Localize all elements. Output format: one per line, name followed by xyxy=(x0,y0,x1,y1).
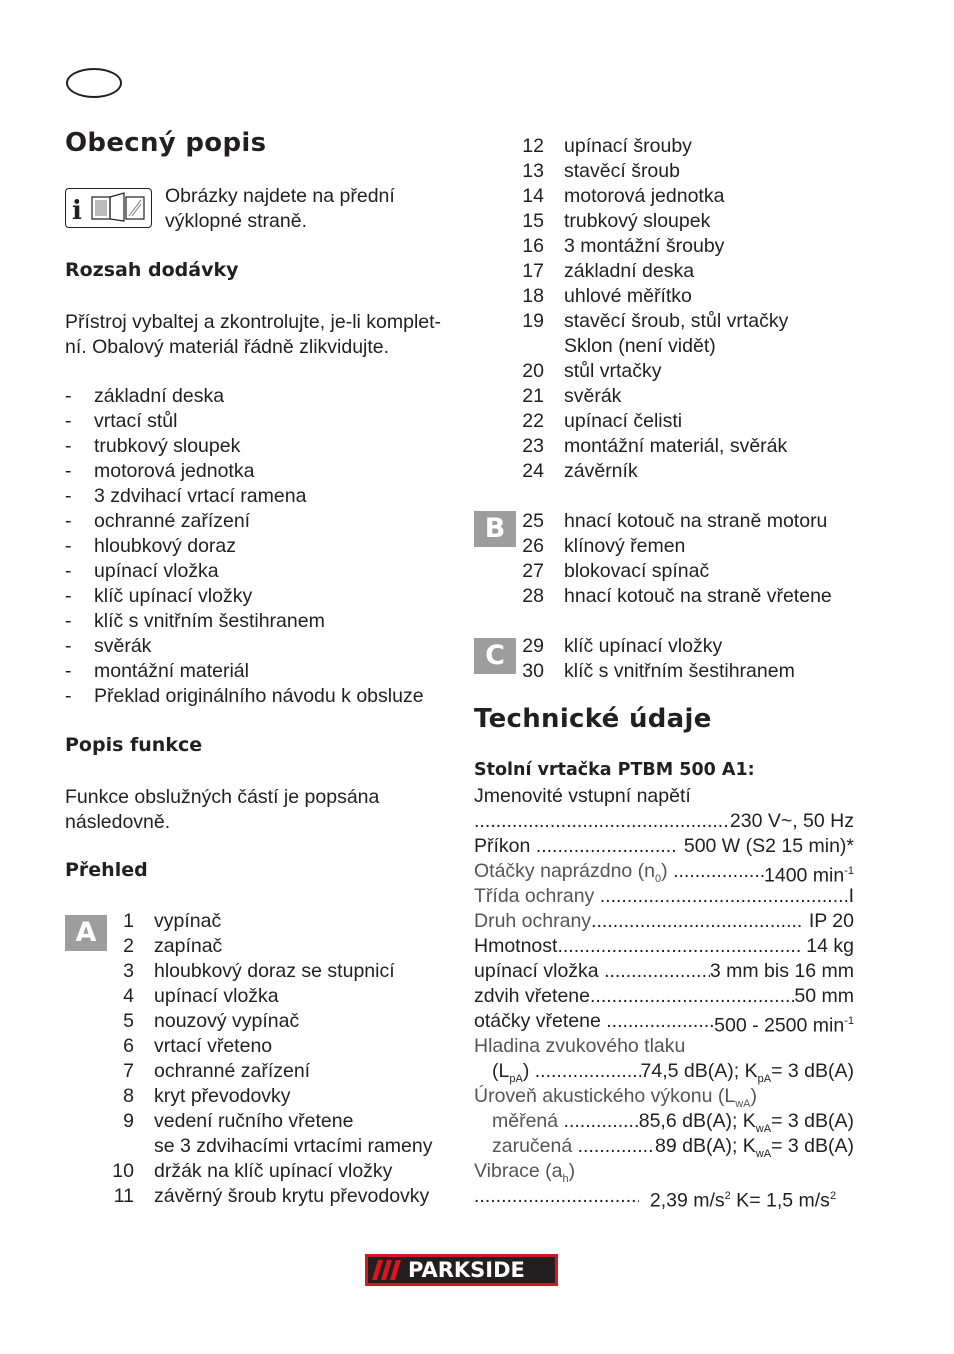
spec-protection-type-row: Druh ochrany ..... IP 20 xyxy=(474,909,854,934)
list-item xyxy=(515,359,788,384)
list-item xyxy=(515,584,832,609)
parkside-logo xyxy=(365,1254,558,1286)
item-text: 3 montážní šrouby xyxy=(564,235,725,257)
list-item xyxy=(65,509,424,534)
item-text: stavěcí šroub xyxy=(564,160,680,182)
item-text: klíč upínací vložky xyxy=(564,635,723,657)
list-item xyxy=(515,334,788,359)
list-item xyxy=(515,384,788,409)
figure-badge-a: A xyxy=(65,915,107,951)
item-number: 29 xyxy=(522,635,544,657)
spec-idle-speed-row: Otáčky naprázdno $(n_0)$ ..... 1400 $\min^{-1}$ xyxy=(474,859,854,884)
list-item xyxy=(65,459,424,484)
overview-list-continued xyxy=(515,134,788,484)
item-number: 24 xyxy=(522,460,544,482)
tech-specs xyxy=(474,784,854,1212)
list-item xyxy=(105,1109,433,1134)
list-item xyxy=(105,1084,433,1109)
item-number: 22 xyxy=(522,410,544,432)
list-item xyxy=(65,684,424,709)
bullet-dash: - xyxy=(65,585,72,607)
list-item-text: hloubkový doraz xyxy=(94,535,237,557)
list-item xyxy=(515,509,832,534)
item-text: klíč s vnitřním šestihranem xyxy=(564,660,795,682)
item-number: 11 xyxy=(113,1185,134,1207)
figure-badge-c: C xyxy=(474,638,516,674)
list-item-text: 3 zdvihací vrtací ramena xyxy=(94,485,307,507)
list-item xyxy=(515,559,832,584)
item-number: 3 xyxy=(123,960,134,982)
spec-power-level-label: Úroveň akustického výkonu $(L_{wA})$ xyxy=(474,1085,757,1110)
figure-badge-b: B xyxy=(474,511,516,547)
logo-slashes-icon xyxy=(372,1257,408,1283)
item-number: 13 xyxy=(522,160,544,182)
item-text: svěrák xyxy=(564,385,622,407)
item-text: hloubkový doraz se stupnicí xyxy=(154,960,395,982)
list-item xyxy=(105,1134,433,1159)
bullet-dash: - xyxy=(65,510,72,532)
list-item xyxy=(105,1159,433,1184)
item-text: hnací kotouč na straně vřetene xyxy=(564,585,832,607)
list-item xyxy=(105,1184,433,1209)
item-text: se 3 zdvihacími vrtacími rameny xyxy=(154,1135,433,1157)
item-text: závěrník xyxy=(564,460,638,482)
item-number: 5 xyxy=(123,1010,134,1032)
item-number: 28 xyxy=(522,585,544,607)
item-number: 6 xyxy=(123,1035,134,1057)
list-item-text: ochranné zařízení xyxy=(94,510,251,532)
item-number: 30 xyxy=(522,660,544,682)
list-item xyxy=(105,959,433,984)
item-text: klínový řemen xyxy=(564,535,686,557)
list-item-text: montážní materiál xyxy=(94,660,249,682)
item-number: 9 xyxy=(123,1110,134,1132)
list-item-text: vrtací stůl xyxy=(94,410,178,432)
item-text: zapínač xyxy=(154,935,223,957)
heading-delivery: Rozsah dodávky xyxy=(65,259,239,281)
list-item xyxy=(105,909,433,934)
item-number: 25 xyxy=(522,510,544,532)
item-number: 14 xyxy=(522,185,544,207)
list-item-text: Překlad originálního návodu k obsluze xyxy=(94,685,424,707)
list-item xyxy=(515,634,795,659)
bullet-dash: - xyxy=(65,460,72,482)
item-number: 7 xyxy=(123,1060,134,1082)
spec-chuck-row: upínací vložka ..... 3 mm bis 16 mm xyxy=(474,959,854,984)
list-item xyxy=(65,559,424,584)
bullet-dash: - xyxy=(65,385,72,407)
item-number: 12 xyxy=(522,135,544,157)
item-number: 2 xyxy=(123,935,134,957)
section-title-general: Obecný popis xyxy=(65,128,267,158)
spec-protection-class-row: Třída ochrany ..... I xyxy=(474,884,854,909)
figure-c-list xyxy=(515,634,795,684)
language-indicator xyxy=(66,68,122,98)
list-item xyxy=(515,309,788,334)
info-icon xyxy=(65,188,152,228)
spec-spindle-speed-row: otáčky vřetene ..... 500 - 2500 $\min^{-1}$ xyxy=(474,1009,854,1034)
bullet-dash: - xyxy=(65,635,72,657)
item-text: základní deska xyxy=(564,260,695,282)
list-item xyxy=(515,159,788,184)
list-item xyxy=(65,409,424,434)
spec-pressure-label: Hladina zvukového tlaku xyxy=(474,1035,686,1057)
list-item xyxy=(65,484,424,509)
item-number: 17 xyxy=(522,260,544,282)
bullet-dash: - xyxy=(65,560,72,582)
item-number: 21 xyxy=(522,385,544,407)
list-item xyxy=(515,409,788,434)
spec-stroke-row: zdvih vřetene ..... 50 mm xyxy=(474,984,854,1009)
bullet-dash: - xyxy=(65,485,72,507)
item-number: 19 xyxy=(522,310,544,332)
spec-voltage-label: Jmenovité vstupní napětí xyxy=(474,785,691,807)
list-item xyxy=(515,234,788,259)
item-text: montážní materiál, svěrák xyxy=(564,435,788,457)
spec-vibration-label: Vibrace $(a_h)$ xyxy=(474,1160,576,1185)
list-item xyxy=(105,1059,433,1084)
list-item xyxy=(515,134,788,159)
list-item xyxy=(515,659,795,684)
spec-vibration-row: ..... 2,39 $m/s^2$ K= 1,5 $m/s^2$ xyxy=(474,1184,854,1209)
spec-voltage-value: 230 V~, 50 Hz xyxy=(729,810,854,832)
logo-text: PARKSIDE xyxy=(408,1258,525,1282)
list-item xyxy=(105,1034,433,1059)
item-text: trubkový sloupek xyxy=(564,210,711,232)
list-item xyxy=(65,609,424,634)
item-number: 20 xyxy=(522,360,544,382)
item-text: Sklon (není vidět) xyxy=(564,335,716,357)
svg-text:i: i xyxy=(72,196,82,226)
item-number: 1 xyxy=(123,910,134,932)
item-number: 15 xyxy=(522,210,544,232)
item-text: vrtací vřeteno xyxy=(154,1035,273,1057)
list-item-text: základní deska xyxy=(94,385,225,407)
item-text: kryt převodovky xyxy=(154,1085,291,1107)
item-number: 8 xyxy=(123,1085,134,1107)
list-item xyxy=(65,659,424,684)
overview-list xyxy=(105,909,433,1209)
heading-function: Popis funkce xyxy=(65,734,203,756)
delivery-list xyxy=(65,384,424,709)
bullet-dash: - xyxy=(65,610,72,632)
heading-overview: Přehled xyxy=(65,859,148,881)
item-text: upínací šrouby xyxy=(564,135,692,157)
spec-guaranteed-row: zaručená ..... 89 dB(A); $K_{wA}= 3$ dB(A) xyxy=(474,1134,854,1159)
item-text: vypínač xyxy=(154,910,222,932)
figure-b-list xyxy=(515,509,832,609)
item-text: držák na klíč upínací vložky xyxy=(154,1160,393,1182)
item-number: 23 xyxy=(522,435,544,457)
list-item-text: motorová jednotka xyxy=(94,460,255,482)
list-item xyxy=(65,384,424,409)
bullet-dash: - xyxy=(65,410,72,432)
bullet-dash: - xyxy=(65,435,72,457)
spec-measured-row: měřená ..... 85,6 dB(A); $K_{wA}= 3$ dB(A) xyxy=(474,1109,854,1134)
item-text: závěrný šroub krytu převodovky xyxy=(154,1185,430,1207)
item-number: 18 xyxy=(522,285,544,307)
item-number: 27 xyxy=(522,560,544,582)
list-item xyxy=(105,934,433,959)
list-item xyxy=(65,534,424,559)
item-number: 16 xyxy=(522,235,544,257)
list-item xyxy=(515,259,788,284)
list-item-text: svěrák xyxy=(94,635,152,657)
spec-voltage-row xyxy=(474,809,854,834)
item-number: 10 xyxy=(112,1160,134,1182)
item-text: uhlové měřítko xyxy=(564,285,692,307)
bullet-dash: - xyxy=(65,685,72,707)
spec-pressure-row: $(L_{pA})$ ..... 74,5 dB(A); $K_{pA}= 3$ dB(A) xyxy=(474,1059,854,1084)
list-item-text: trubkový sloupek xyxy=(94,435,241,457)
list-item xyxy=(515,209,788,234)
list-item xyxy=(515,284,788,309)
item-text: vedení ručního vřetene xyxy=(154,1110,354,1132)
bullet-dash: - xyxy=(65,660,72,682)
item-text: blokovací spínač xyxy=(564,560,710,582)
list-item xyxy=(65,634,424,659)
item-text: hnací kotouč na straně motoru xyxy=(564,510,828,532)
list-item xyxy=(65,434,424,459)
item-number: 26 xyxy=(522,535,544,557)
list-item-text: upínací vložka xyxy=(94,560,219,582)
list-item xyxy=(65,584,424,609)
delivery-intro: Přístroj vybaltej a zkontrolujte, je-li komplet- ní. Obalový materiál řádně zlikvidujte. xyxy=(65,311,442,358)
list-item-text: klíč upínací vložky xyxy=(94,585,253,607)
list-item xyxy=(515,184,788,209)
item-text: upínací čelisti xyxy=(564,410,683,432)
item-text: stůl vrtačky xyxy=(564,360,662,382)
item-text: nouzový vypínač xyxy=(154,1010,300,1032)
item-text: ochranné zařízení xyxy=(154,1060,311,1082)
list-item xyxy=(105,984,433,1009)
spec-power-row: Příkon ..... 500 W (S2 15 min)* xyxy=(474,834,854,859)
model-heading: Stolní vrtačka PTBM 500 A1: xyxy=(474,760,755,780)
info-text: Obrázky najdete na přední výklopné straně. xyxy=(165,185,395,232)
function-text: Funkce obslužných částí je popsána následovně. xyxy=(65,786,380,833)
list-item xyxy=(105,1009,433,1034)
bullet-dash: - xyxy=(65,535,72,557)
list-item xyxy=(515,434,788,459)
section-title-technical: Technické údaje xyxy=(474,704,712,734)
list-item xyxy=(515,534,832,559)
item-text: stavěcí šroub, stůl vrtačky xyxy=(564,310,789,332)
item-text: upínací vložka xyxy=(154,985,279,1007)
item-number: 4 xyxy=(123,985,134,1007)
spec-weight-row: Hmotnost ..... 14 kg xyxy=(474,934,854,959)
list-item xyxy=(515,459,788,484)
list-item-text: klíč s vnitřním šestihranem xyxy=(94,610,325,632)
item-text: motorová jednotka xyxy=(564,185,725,207)
